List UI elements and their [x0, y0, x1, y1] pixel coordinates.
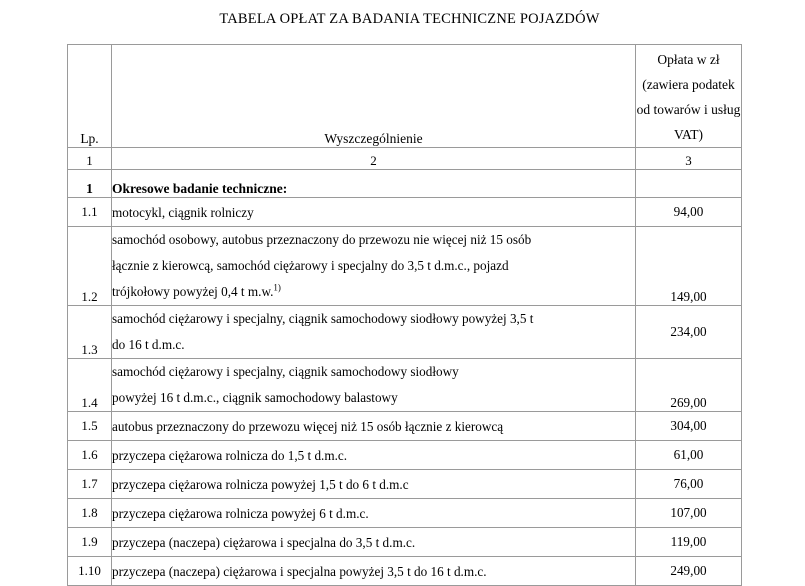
row-lp: 1.4	[68, 359, 112, 412]
row-fee: 94,00	[636, 198, 742, 227]
header-fee-line-3: od towarów i usług	[636, 102, 741, 117]
table-row	[68, 441, 742, 470]
row-description	[112, 499, 636, 528]
table-row	[68, 227, 742, 306]
row-description	[112, 359, 636, 412]
row-line: powyżej 16 t d.m.c., ciągnik samochodowy balastowy	[112, 390, 398, 405]
section-fee	[636, 170, 742, 198]
row-line: motocykl, ciągnik rolniczy	[112, 205, 254, 220]
row-fee: 61,00	[636, 441, 742, 470]
row-lp: 1.6	[68, 441, 112, 470]
table-row	[68, 557, 742, 586]
row-fee: 107,00	[636, 499, 742, 528]
header-cell-description: Wyszczególnienie	[112, 45, 636, 148]
column-number-fee: 3	[636, 148, 742, 170]
table-row	[68, 198, 742, 227]
header-cell-fee	[636, 45, 742, 148]
header-fee-line-2: (zawiera podatek	[642, 77, 735, 92]
row-description	[112, 528, 636, 557]
table-row	[68, 306, 742, 359]
row-line: samochód ciężarowy i specjalny, ciągnik samochodowy siodłowy powyżej 3,5 t	[112, 311, 534, 326]
column-number-description: 2	[112, 148, 636, 170]
header-fee-line-1: Opłata w zł	[657, 52, 720, 67]
section-label: Okresowe badanie techniczne:	[112, 170, 636, 198]
fee-table-container	[0, 44, 805, 586]
column-number-row	[68, 148, 742, 170]
fee-table	[67, 44, 742, 586]
row-fee: 249,00	[636, 557, 742, 586]
row-fee: 119,00	[636, 528, 742, 557]
row-line: samochód ciężarowy i specjalny, ciągnik samochodowy siodłowy	[112, 364, 459, 379]
page-title: TABELA OPŁAT ZA BADANIA TECHNICZNE POJAZDÓW	[219, 11, 600, 27]
table-row	[68, 412, 742, 441]
row-lp: 1.3	[68, 306, 112, 359]
row-line: przyczepa (naczepa) ciężarowa i specjalna powyżej 3,5 t do 16 t d.m.c.	[112, 564, 487, 579]
table-row	[68, 470, 742, 499]
row-line: do 16 t d.m.c.	[112, 337, 185, 352]
row-fee: 304,00	[636, 412, 742, 441]
header-cell-lp: Lp.	[68, 45, 112, 148]
row-description	[112, 470, 636, 499]
row-description	[112, 441, 636, 470]
row-line-with-footnote	[112, 279, 635, 305]
column-number-lp: 1	[68, 148, 112, 170]
row-lp: 1.7	[68, 470, 112, 499]
fee-table-body	[68, 45, 742, 586]
row-lp: 1.1	[68, 198, 112, 227]
table-row	[68, 499, 742, 528]
table-row	[68, 359, 742, 412]
row-line-text: trójkołowy powyżej 0,4 t m.w.	[112, 284, 274, 299]
section-lp: 1	[68, 170, 112, 198]
row-description	[112, 557, 636, 586]
header-fee-line-4: VAT)	[673, 127, 703, 142]
row-lp: 1.2	[68, 227, 112, 306]
row-line: przyczepa ciężarowa rolnicza do 1,5 t d.m.c.	[112, 448, 348, 463]
row-fee: 269,00	[636, 359, 742, 412]
row-lp: 1.5	[68, 412, 112, 441]
row-fee: 76,00	[636, 470, 742, 499]
row-lp: 1.9	[68, 528, 112, 557]
row-description	[112, 412, 636, 441]
footnote-marker: 1)	[273, 282, 281, 293]
row-line: samochód osobowy, autobus przeznaczony do przewozu nie więcej niż 15 osób	[112, 232, 532, 247]
row-description	[112, 227, 636, 306]
row-line: łącznie z kierowcą, samochód ciężarowy i specjalny do 3,5 t d.m.c., pojazd	[112, 258, 509, 273]
row-line: autobus przeznaczony do przewozu więcej niż 15 osób łącznie z kierowcą	[112, 419, 504, 434]
row-lp: 1.8	[68, 499, 112, 528]
table-row	[68, 528, 742, 557]
row-description	[112, 198, 636, 227]
row-line: przyczepa ciężarowa rolnicza powyżej 1,5 t do 6 t d.m.c	[112, 477, 409, 492]
table-header-row	[68, 45, 742, 148]
row-fee: 234,00	[636, 306, 742, 359]
section-header-row	[68, 170, 742, 198]
row-lp: 1.10	[68, 557, 112, 586]
row-line: przyczepa (naczepa) ciężarowa i specjalna do 3,5 t d.m.c.	[112, 535, 416, 550]
row-line: przyczepa ciężarowa rolnicza powyżej 6 t d.m.c.	[112, 506, 369, 521]
row-description	[112, 306, 636, 359]
row-fee: 149,00	[636, 227, 742, 306]
